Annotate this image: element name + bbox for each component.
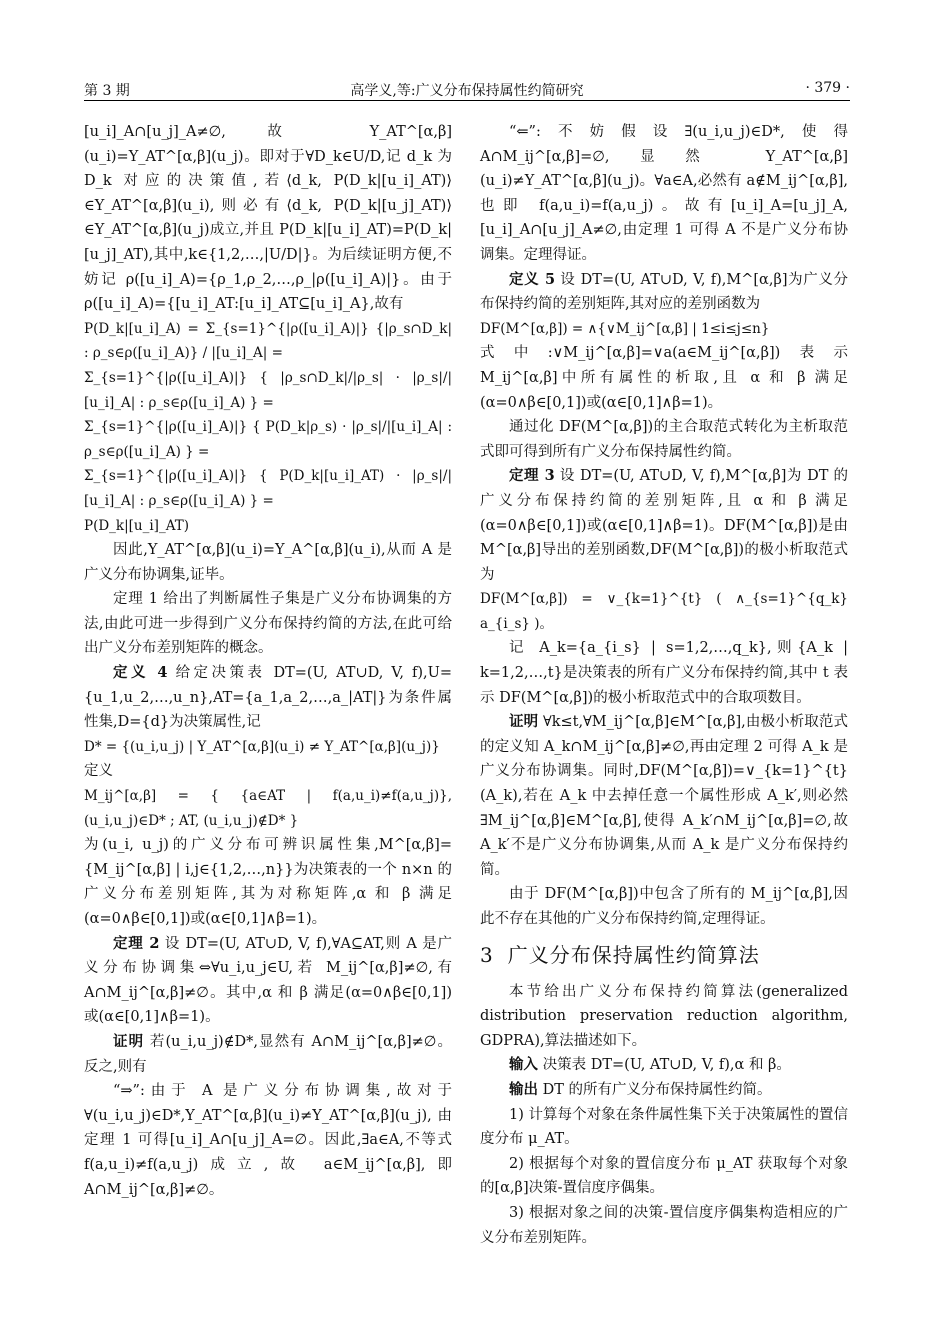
paragraph xyxy=(480,1078,848,1103)
text: Σ_{s=1}^{|ρ([u_i]_A)|} { |ρ_s∩D_k|/|ρ_s| · |ρ_s|/|[u_i]_A| : ρ_s∈ρ([u_i]_A) } = xyxy=(84,369,452,411)
text: DT 的所有广义分布保持属性约简。 xyxy=(542,1081,772,1098)
paragraph xyxy=(480,1152,848,1201)
paragraph xyxy=(84,538,452,587)
theorem-label: 输出 xyxy=(509,1080,538,1098)
text: Σ_{s=1}^{|ρ([u_i]_A)|} { P(D_k|ρ_s) · |ρ_s|/|[u_i]_A| : ρ_s∈ρ([u_i]_A) } = xyxy=(84,419,452,460)
right-column xyxy=(480,120,848,1250)
text: 设 DT=(U, AT∪D, V, f),M^[α,β]为 DT 的广义分布保持约简的差别矩阵,且 α 和 β 满足(α=0∧β∈[0,1])或(α∈[0,1]∧β=1)。DF(M^[α,β])是由 M^[α,β]导出的差别函数,DF(M^[α,β])的极小析取范式为 xyxy=(480,468,848,583)
paragraph xyxy=(480,341,848,415)
running-header xyxy=(84,76,850,101)
section-number: 3 xyxy=(480,942,494,967)
text: [u_i]_A∩[u_j]_A≠∅,故 Y_AT^[α,β](u_i)=Y_AT^[α,β](u_j)。即对于∀D_k∈U/D,记 d_k 为 D_k 对应的决策值,若⟨d_k, P(D_k|[u_i]_AT)⟩∈Y_AT^[α,β](u_i),则必有⟨d_k, P(D_k|[u_j]_AT)⟩∈Y_AT^[α,β](u_j)成立,并且 P(D_k|[u_i]_AT)=P(D_k|[u_j]_AT),其中,k∈{1,2,…,|U/D|}。为后续证明方便,不妨记 ρ([u_i]_A)={ρ_1,ρ_2,…,ρ_|ρ([u_i]_A)|}。由于 ρ([u_i]_A)={[u_i]_AT:[u_i]_AT⊆[u_i]_A},故有 xyxy=(84,124,452,313)
text: 3) 根据对象之间的决策-置信度序偶集构造相应的广义分布差别矩阵。 xyxy=(480,1204,848,1246)
text: 为(u_i, u_j)的广义分布可辨识属性集,M^[α,β]={M_ij^[α,β] | i,j∈{1,2,…,n}}为决策表的一个 n×n 的广义分布差别矩阵,其为对称矩阵,α 和 β 满足(α=0∧β∈[0,1])或(α∈[0,1]∧β=1)。 xyxy=(84,837,452,927)
equation xyxy=(84,514,452,539)
text: 决策表 DT=(U, AT∪D, V, f),α 和 β。 xyxy=(542,1057,791,1074)
theorem-label: 定理 2 xyxy=(113,934,160,952)
text: 定理 1 给出了判断属性子集是广义分布协调集的方法,由此可进一步得到广义分布保持约简的方法,在此可给出广义分布差别矩阵的概念。 xyxy=(84,591,452,657)
text: 设 DT=(U, AT∪D, V, f),M^[α,β]为广义分布保持约简的差别矩阵,其对应的差别函数为 xyxy=(480,271,849,313)
section-heading xyxy=(480,940,848,970)
theorem-label: 证明 xyxy=(509,713,539,731)
text: 若(u_i,u_j)∉D*,显然有 A∩M_ij^[α,β]≠∅。反之,则有 xyxy=(84,1033,452,1075)
text: DF(M^[α,β]) = ∨_{k=1}^{t} ( ∧_{s=1}^{q_k} a_{i_s} )。 xyxy=(480,591,848,632)
text: Σ_{s=1}^{|ρ([u_i]_A)|} { P(D_k|[u_i]_AT) · |ρ_s|/|[u_i]_A| : ρ_s∈ρ([u_i]_A) } = xyxy=(84,468,452,509)
equation xyxy=(84,784,452,833)
text: 给定决策表 DT=(U, AT∪D, V, f),U={u_1,u_2,…,u_n},AT={a_1,a_2,…,a_|AT|}为条件属性集,D={d}为决策属性,记 xyxy=(84,665,453,731)
paragraph xyxy=(480,415,848,464)
paragraph xyxy=(84,932,452,1030)
text: D* = {(u_i,u_j) | Y_AT^[α,β](u_i) ≠ Y_AT^[α,β](u_j)} xyxy=(84,738,440,755)
theorem-label: 证明 xyxy=(113,1032,145,1050)
paragraph xyxy=(480,636,848,710)
paragraph xyxy=(84,587,452,661)
text: P(D_k|[u_i]_A) = Σ_{s=1}^{|ρ([u_i]_A)|} {|ρ_s∩D_k| : ρ_s∈ρ([u_i]_A)} / |[u_i]_A| = xyxy=(84,320,452,362)
equation xyxy=(84,464,452,513)
paragraph xyxy=(84,1079,452,1202)
text: 定义 xyxy=(84,763,113,780)
paragraph xyxy=(480,120,848,268)
equation xyxy=(84,735,452,760)
page-number: · 379 · xyxy=(805,80,850,96)
paragraph xyxy=(84,661,452,735)
paragraph xyxy=(480,1053,848,1078)
section-title: 广义分布保持属性约简算法 xyxy=(507,942,760,967)
equation xyxy=(84,415,452,464)
text: 由于 DF(M^[α,β])中包含了所有的 M_ij^[α,β],因此不存在其他的广义分布保持约简,定理得证。 xyxy=(480,886,848,927)
paragraph xyxy=(480,268,848,317)
equation xyxy=(84,366,452,415)
theorem-label: 定义 4 xyxy=(113,664,168,682)
text: P(D_k|[u_i]_AT) xyxy=(84,517,189,534)
text: 2) 根据每个对象的置信度分布 μ_AT 获取每个对象的[α,β]决策-置信度序偶集。 xyxy=(480,1155,848,1197)
theorem-label: 输入 xyxy=(509,1056,538,1074)
text: 式中:∨M_ij^[α,β]=∨a(a∈M_ij^[α,β])表示 M_ij^[α,β]中所有属性的析取,且 α 和 β 满足(α=0∧β∈[0,1])或(α∈[0,1]∧β=1)。 xyxy=(480,345,848,411)
paragraph xyxy=(84,1030,452,1079)
text: ∀k≤t,∀M_ij^[α,β]∈M^[α,β],由极小析取范式的定义知 A_k∩M_ij^[α,β]≠∅,再由定理 2 可得 A_k 是广义分布协调集。同时,DF(M^[α,β])=∨_{k=1}^{t}(A_k),若在 A_k 中去掉任意一个属性形成 A_k′,则必然∃M_ij^[α,β]∈M^[α,β],使得 A_k′∩M_ij^[α,β]=∅,故 A_k′不是广义分布协调集,从而 A_k 是广义分布保持约简。 xyxy=(480,714,848,878)
paragraph xyxy=(480,464,848,587)
paragraph xyxy=(480,710,848,882)
issue-number: 第 3 期 xyxy=(84,83,130,99)
running-title: 高学义,等:广义分布保持属性约简研究 xyxy=(350,83,584,99)
text: “⇐”:不妨假设∃(u_i,u_j)∈D*,使得 A∩M_ij^[α,β]=∅,显然 Y_AT^[α,β](u_i)≠Y_AT^[α,β](u_j)。∀a∈A,必然有 a∉M_ij^[α,β],也即 f(a,u_i)=f(a,u_j)。故有[u_i]_A=[u_j]_A,[u_i]_A∩[u_j]_A≠∅,由定理 1 可得 A 不是广义分布协调集。定理得证。 xyxy=(480,124,848,263)
theorem-label: 定义 5 xyxy=(509,270,556,288)
text: 因此,Y_AT^[α,β](u_i)=Y_A^[α,β](u_i),从而 A 是广义分布协调集,证毕。 xyxy=(84,542,452,583)
equation xyxy=(84,317,452,366)
text: DF(M^[α,β]) = ∧{∨M_ij^[α,β] | 1≤i≤j≤n} xyxy=(480,320,770,337)
theorem-label: 定理 3 xyxy=(509,467,555,485)
text: 本节给出广义分布保持约简算法(generalized distribution preservation reduction algorithm, GDPRA),算法描述如下。 xyxy=(480,983,848,1049)
text: M_ij^[α,β] = { {a∈AT | f(a,u_i)≠f(a,u_j)}, (u_i,u_j)∈D* ; AT, (u_i,u_j)∉D* } xyxy=(84,788,452,829)
text: 通过化 DF(M^[α,β])的主合取范式转化为主析取范式即可得到所有广义分布保持属性约简。 xyxy=(480,419,848,460)
paragraph xyxy=(84,759,452,784)
paragraph xyxy=(84,120,452,317)
paragraph xyxy=(480,980,848,1054)
paragraph xyxy=(480,882,848,931)
text: 记 A_k={a_{i_s} | s=1,2,…,q_k},则{A_k | k=1,2,…,t}是决策表的所有广义分布保持约简,其中 t 表示 DF(M^[α,β])的极小析取范式中的合取项数目。 xyxy=(480,640,848,706)
text: 1) 计算每个对象在条件属性集下关于决策属性的置信度分布 μ_AT。 xyxy=(480,1106,848,1148)
paragraph xyxy=(480,1103,848,1152)
paragraph xyxy=(480,1201,848,1250)
left-column xyxy=(84,120,452,1202)
text: 设 DT=(U, AT∪D, V, f),∀A⊆AT,则 A 是广义分布协调集⇔∀u_i,u_j∈U,若 M_ij^[α,β]≠∅,有 A∩M_ij^[α,β]≠∅。其中,α 和 β 满足(α=0∧β∈[0,1])或(α∈[0,1]∧β=1)。 xyxy=(84,935,452,1026)
equation xyxy=(480,317,848,342)
text: “⇒”:由于 A 是广义分布协调集,故对于∀(u_i,u_j)∈D*,Y_AT^[α,β](u_i)≠Y_AT^[α,β](u_j),由定理 1 可得[u_i]_A∩[u_j]_A=∅。因此,∃a∈A,不等式 f(a,u_i)≠f(a,u_j)成立,故 a∈M_ij^[α,β],即 A∩M_ij^[α,β]≠∅。 xyxy=(84,1083,452,1198)
equation xyxy=(480,587,848,636)
paragraph xyxy=(84,833,452,931)
